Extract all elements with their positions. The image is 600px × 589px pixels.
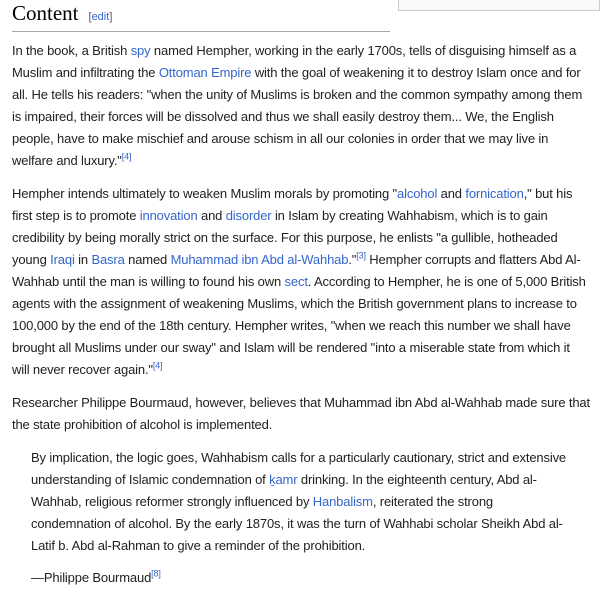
- citation-4[interactable]: [4]: [152, 360, 163, 371]
- article-body: [12, 40, 590, 589]
- link-ottoman-empire[interactable]: Ottoman Empire: [158, 65, 252, 80]
- text: .": [348, 252, 357, 267]
- section-title: Content: [12, 1, 79, 25]
- link-alcohol[interactable]: alcohol: [397, 186, 438, 201]
- text: in: [74, 252, 92, 267]
- text: and: [197, 208, 226, 223]
- link-disorder[interactable]: disorder: [225, 208, 272, 223]
- link-innovation[interactable]: innovation: [139, 208, 198, 223]
- link-khamr[interactable]: ḵamr: [269, 472, 298, 487]
- text: ," but his first step is to promote: [12, 186, 573, 223]
- edit-link[interactable]: edit: [91, 11, 110, 23]
- citation-3[interactable]: [3]: [356, 250, 366, 261]
- text: By implication, the logic goes, Wahhabism calls for a particularly cautionary, strict and extensive understanding of Islamic condemnation of: [31, 450, 567, 487]
- text: , reiterated the strong condemnation of alcohol. By the early 1870s, it was the turn of Wahhabi scholar Sheikh Abd al-Latif b. Abd al-Rahman to give a reminder of the prohibition.: [31, 494, 563, 553]
- text: . According to Hempher, he is one of 5,000 British agents with the assignment of weakening Muslims, which the British government plans to increase to 100,000 by the end of the 18th century. Hempher writes, "when we reach this number we shall have brought all Muslims under our sway" and Islam will be rendered "into a miserable state from which it will never recover again.": [12, 274, 586, 377]
- attribution-text: —Philippe Bourmaud: [31, 570, 152, 585]
- paragraph-1: [12, 40, 590, 172]
- text: In the book, a British: [12, 43, 131, 58]
- text: Hempher intends ultimately to weaken Muslim morals by promoting ": [12, 186, 398, 201]
- paragraph-3: Researcher Philippe Bourmaud, however, believes that Muhammad ibn Abd al-Wahhab made sure that the state prohibition of alcohol is implemented.: [12, 395, 590, 432]
- quote-attribution: [31, 567, 576, 589]
- blockquote: [31, 447, 576, 589]
- link-spy[interactable]: spy: [130, 43, 151, 58]
- link-sect[interactable]: sect: [284, 274, 308, 289]
- table-of-contents-box: [398, 0, 600, 11]
- link-basra[interactable]: Basra: [91, 252, 125, 267]
- link-muhammad-ibn-abd-al-wahhab[interactable]: Muhammad ibn Abd al-Wahhab: [170, 252, 349, 267]
- text: Hempher corrupts and flatters Abd Al-Wahhab until the man is willing to found his own: [12, 252, 581, 289]
- edit-section: [89, 11, 113, 23]
- text: named: [124, 252, 171, 267]
- section-heading: [12, 0, 390, 32]
- text: named Hempher, working in the early 1700s, tells of disguising himself as a Muslim and infiltrating the: [12, 43, 577, 80]
- text: with the goal of weakening it to destroy Islam once and for all. He tells his readers: "when the unity of Muslims is broken and the common sympathy among them is impaired, their forces will be dissolved and thus we shall easily destroy them... We, the English people, have to make mischief and arouse schism in all our colonies in order that we may live in welfare and luxury.": [12, 65, 583, 168]
- link-hanbalism[interactable]: Hanbalism: [312, 494, 373, 509]
- paragraph-2: [12, 183, 590, 381]
- text: in Islam by creating Wahhabism, which is to gain credibility by being morally strict on the surface. For this purpose, he enlists "a gullible, hotheaded young: [12, 208, 558, 267]
- edit-bracket-close: ]: [109, 11, 113, 23]
- edit-bracket-open: [: [88, 11, 92, 23]
- link-iraqi[interactable]: Iraqi: [50, 252, 75, 267]
- citation-8[interactable]: [8]: [151, 568, 161, 579]
- text: and: [437, 186, 466, 201]
- citation-4[interactable]: [4]: [121, 151, 132, 162]
- text: drinking. In the eighteenth century, Abd al-Wahhab, religious reformer strongly influenced by: [31, 472, 537, 509]
- link-fornication[interactable]: fornication: [465, 186, 524, 201]
